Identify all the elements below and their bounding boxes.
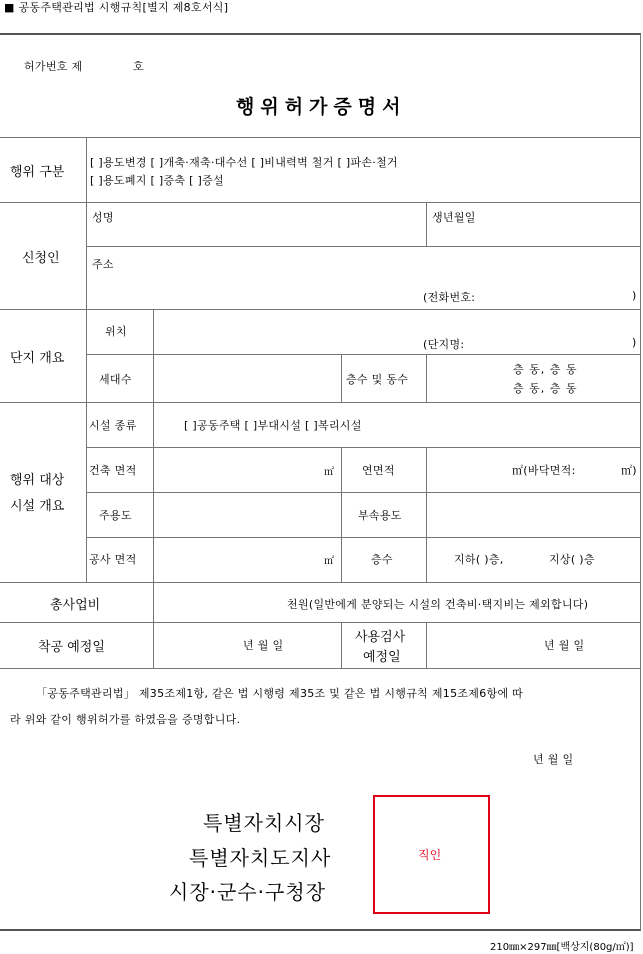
building-area-unit: ㎡: [324, 467, 334, 478]
floors-buildings-line2: 층 동, 층 동: [513, 382, 578, 395]
facility-label-line2: 시설 개요: [10, 499, 65, 514]
inspection-date-label-1: 사용검사: [355, 630, 406, 645]
floor-count-label: 층수: [371, 553, 393, 566]
inspection-date-value: 년 월 일: [544, 639, 585, 652]
permit-no-prefix: 허가번호 제: [24, 60, 83, 73]
total-floor-area-label: 연면적: [362, 464, 395, 477]
start-date-label: 착공 예정일: [38, 640, 105, 655]
official-seal-label: 직인: [418, 848, 442, 862]
construction-area-unit: ㎡: [324, 556, 334, 567]
facility-type-label: 시설 종류: [89, 419, 137, 432]
underground-floors: 지하( )층,: [454, 553, 504, 566]
form-code: ■ 공동주택관리법 시행규칙[별지 제8호서식]: [4, 1, 229, 14]
applicant-phone-close: ): [632, 289, 637, 302]
main-use-label: 주용도: [99, 509, 132, 522]
action-type-label: 행위 구분: [10, 165, 65, 180]
applicant-address-label: 주소: [92, 258, 114, 271]
signature-line2: 특별자치도지사: [189, 846, 332, 870]
construction-area-label: 공사 면적: [89, 553, 137, 566]
statement-line2: 라 위와 같이 행위허가를 하였음을 증명합니다.: [10, 713, 241, 726]
households-label: 세대수: [99, 373, 132, 386]
total-cost-label: 총사업비: [50, 598, 101, 613]
permit-no-suffix: 호: [133, 60, 144, 73]
floor-area-close: ㎡): [621, 464, 637, 477]
action-type-options-line1: [ ]용도변경 [ ]개축·재축·대수선 [ ]비내력벽 철거 [ ]파손·철거: [90, 156, 398, 169]
applicant-name-label: 성명: [92, 211, 114, 224]
action-type-options-line2: [ ]용도폐지 [ ]증축 [ ]증설: [90, 174, 224, 187]
facility-label-line1: 행위 대상: [10, 473, 65, 488]
inspection-date-label-2: 예정일: [363, 650, 401, 665]
applicant-label: 신청인: [22, 251, 60, 266]
facility-type-options: [ ]공동주택 [ ]부대시설 [ ]복리시설: [184, 419, 362, 432]
signature-line1: 특별자치시장: [203, 811, 325, 835]
paper-spec: 210㎜×297㎜[백상지(80g/㎡)]: [490, 942, 634, 953]
floor-area-note: ㎡(바닥면적:: [512, 464, 576, 477]
statement-line1: 「공동주택관리법」 제35조제1항, 같은 법 시행령 제35조 및 같은 법 시행규칙 제15조제6항에 따: [36, 687, 524, 700]
complex-label: 단지 개요: [10, 351, 65, 366]
floors-buildings-label: 층수 및 동수: [346, 373, 409, 386]
building-area-label: 건축 면적: [89, 464, 137, 477]
complex-name-open: (단지명:: [423, 338, 465, 351]
signature-line3: 시장·군수·구청장: [169, 880, 326, 904]
aboveground-floors: 지상( )층: [549, 553, 595, 566]
sub-use-label: 부속용도: [358, 509, 402, 522]
complex-name-close: ): [632, 336, 637, 349]
applicant-phone-open: (전화번호:: [423, 291, 476, 304]
statement-date: 년 월 일: [533, 753, 574, 766]
page-title: 행위허가증명서: [236, 96, 407, 118]
start-date-value: 년 월 일: [243, 639, 284, 652]
complex-location-label: 위치: [105, 325, 127, 338]
total-cost-value: 천원(일반에게 분양되는 시설의 건축비·택지비는 제외합니다): [287, 598, 589, 611]
applicant-birth-label: 생년월일: [432, 211, 476, 224]
floors-buildings-line1: 층 동, 층 동: [513, 363, 578, 376]
